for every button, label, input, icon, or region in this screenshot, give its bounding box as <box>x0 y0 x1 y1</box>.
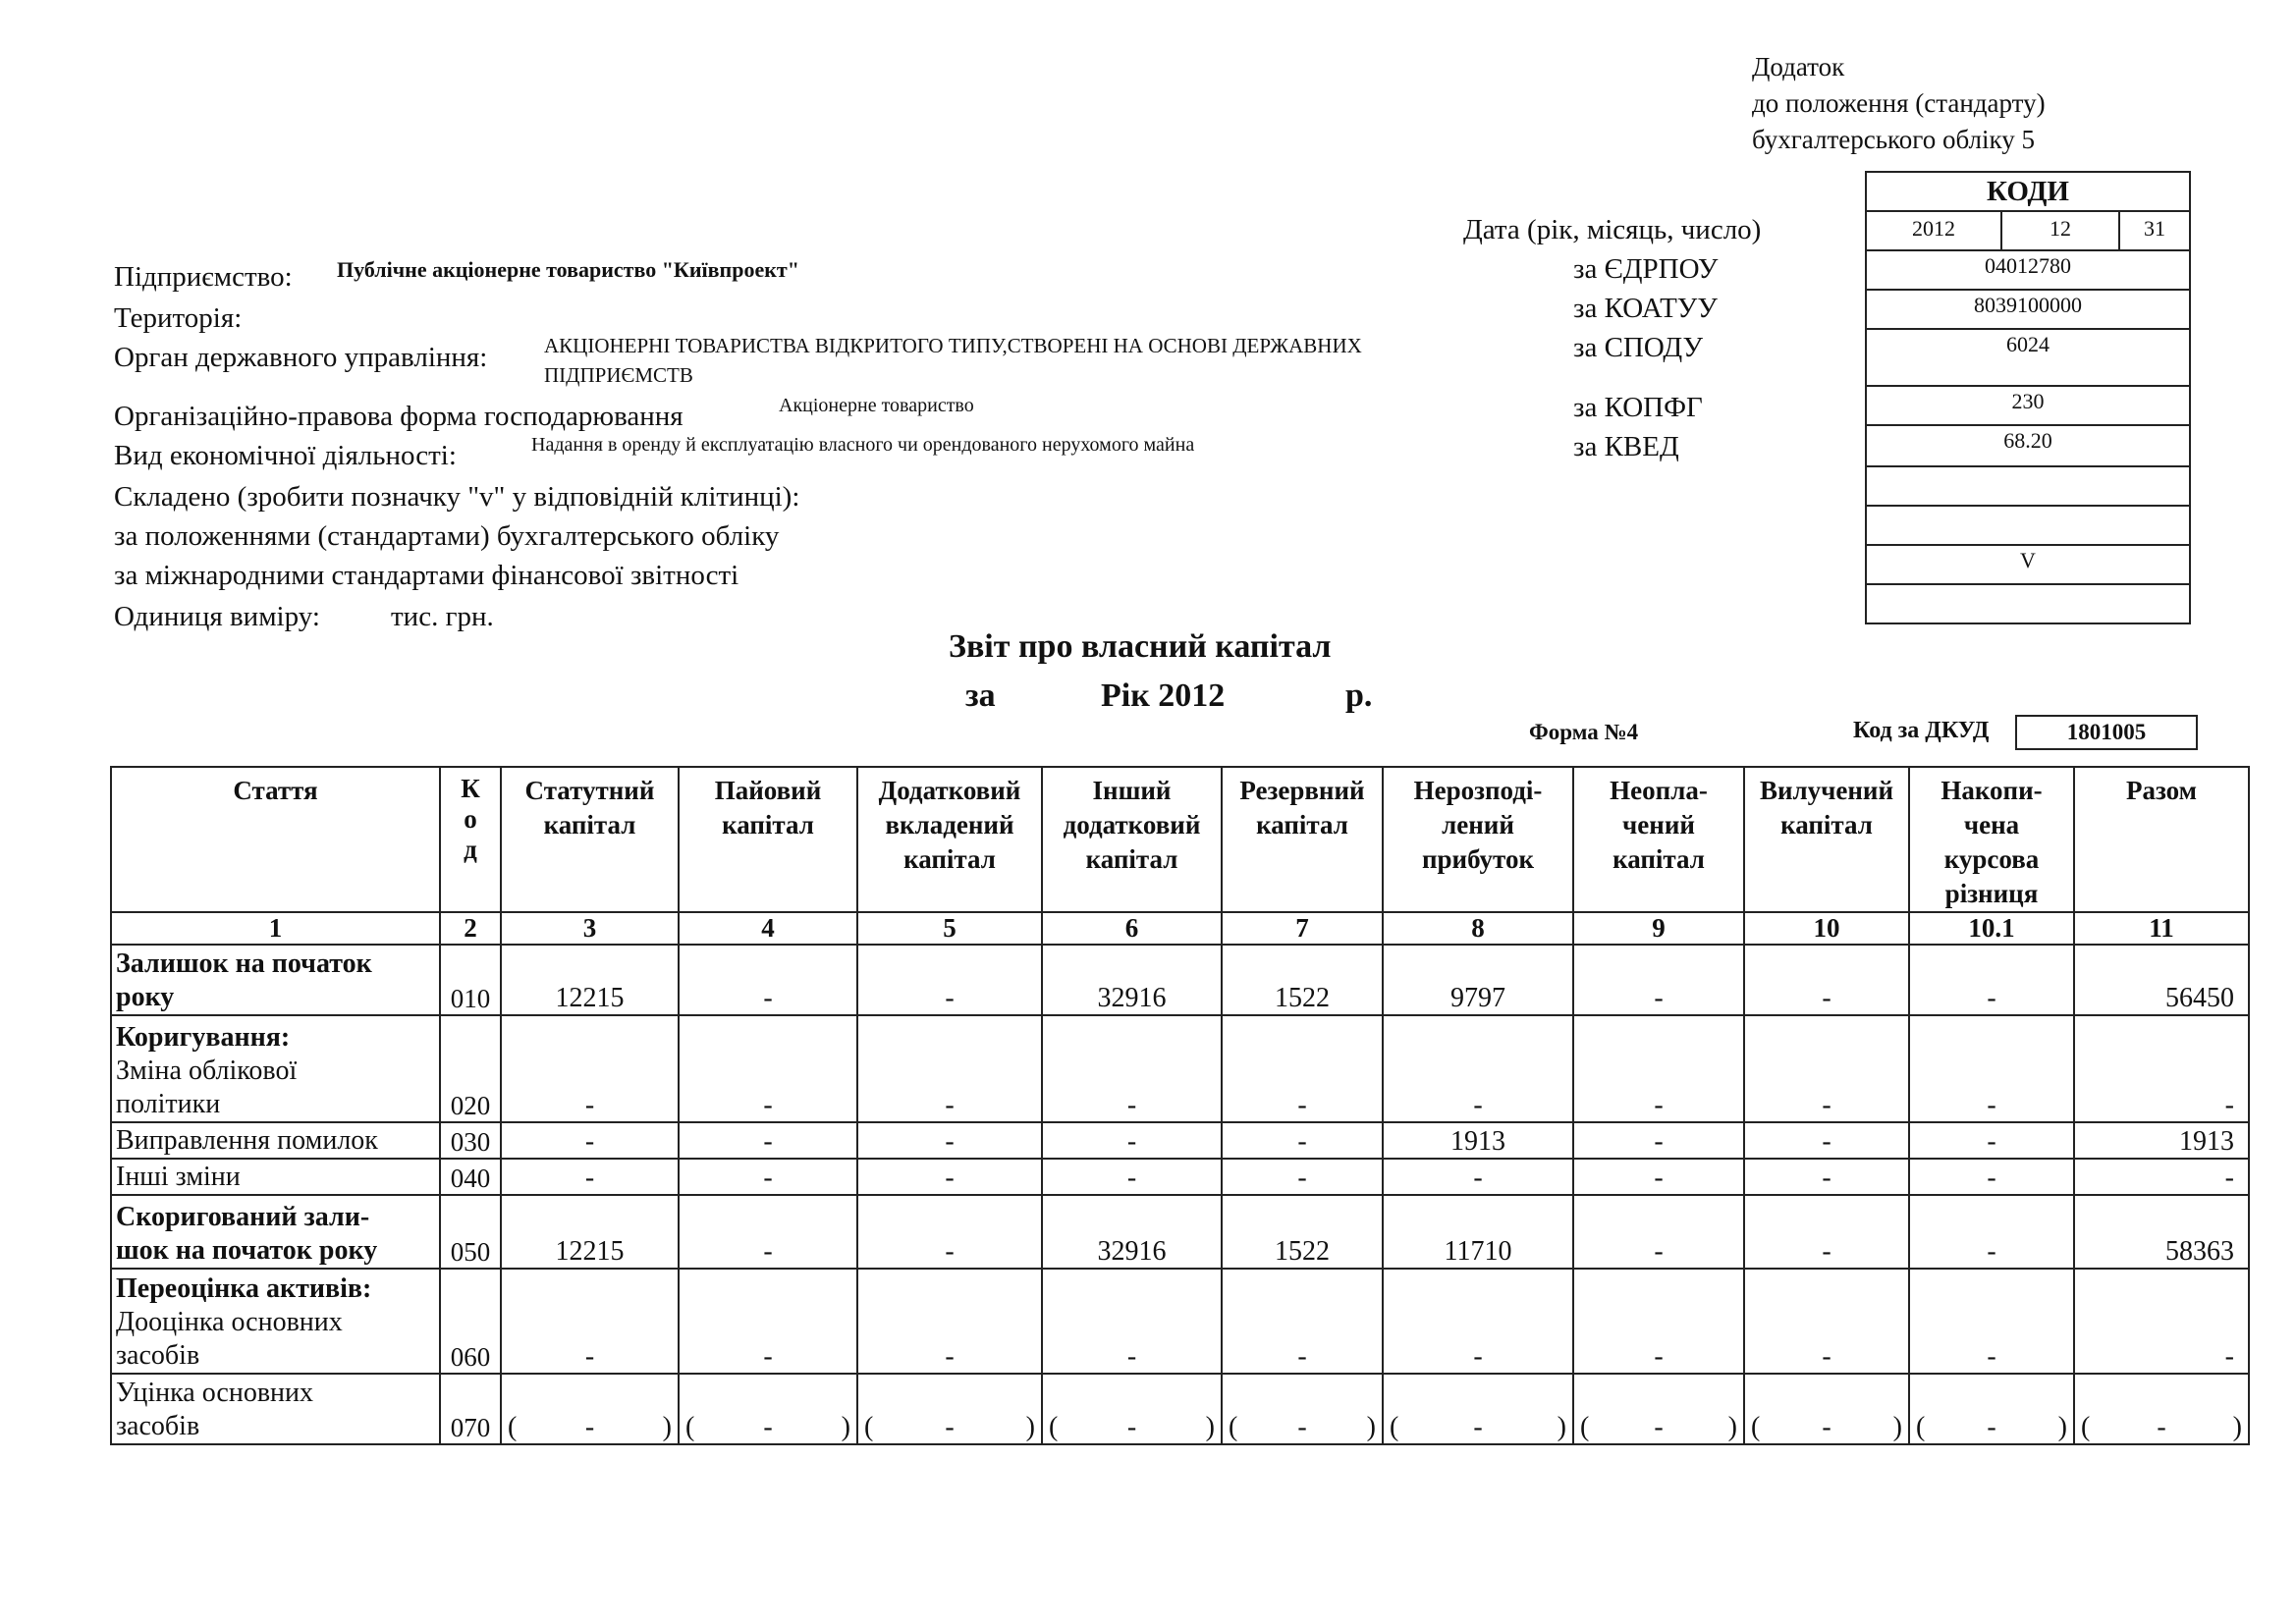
cell-value: - <box>1042 1122 1222 1159</box>
cell-value: 1522 <box>1222 1195 1383 1269</box>
cell-value: - <box>679 1269 857 1374</box>
cell-value: - <box>2074 1015 2249 1122</box>
label-date: Дата (рік, місяць, число) <box>1463 214 1762 245</box>
cell-value: - <box>501 1159 679 1195</box>
cell-value: - <box>501 1122 679 1159</box>
header-exchange-difference: Накопи- чена курсова різниця <box>1909 767 2074 912</box>
cell-value: 12215 <box>501 945 679 1015</box>
header-retained-earnings: Нерозподі- лений прибуток <box>1383 767 1573 912</box>
cell-value: - <box>1383 1015 1573 1122</box>
header-unpaid-capital: Неопла- чений капітал <box>1573 767 1744 912</box>
cell-value: ( - ) <box>1909 1374 2074 1444</box>
code-empty-1 <box>1867 467 2189 507</box>
compiled-option-standards: за положеннями (стандартами) бухгалтерського обліку <box>114 520 780 552</box>
cell-value: - <box>1222 1015 1383 1122</box>
col-number: 2 <box>440 912 501 945</box>
annex-line-2: до положення (стандарту) <box>1752 88 2046 118</box>
cell-value: ( - ) <box>1744 1374 1909 1444</box>
row-article: Скоригований зали- шок на початок року <box>111 1195 440 1269</box>
label-kopfg: за КОПФГ <box>1573 392 1703 423</box>
row-code: 070 <box>440 1374 501 1444</box>
annex-note <box>1752 49 2046 158</box>
cell-value: - <box>857 1195 1042 1269</box>
cell-value: - <box>857 1122 1042 1159</box>
cell-value: - <box>1744 945 1909 1015</box>
cell-value: - <box>1573 1269 1744 1374</box>
cell-value: - <box>1383 1269 1573 1374</box>
activity-label: Вид економічної діяльності: <box>114 440 457 471</box>
legal-form-value: Акціонерне товариство <box>779 395 974 416</box>
row-article: Виправлення помилок <box>111 1122 440 1159</box>
cell-value: - <box>1744 1269 1909 1374</box>
cell-value: - <box>1909 1195 2074 1269</box>
dkud-value: 1801005 <box>2015 715 2198 750</box>
col-number: 3 <box>501 912 679 945</box>
code-date-day: 31 <box>2118 212 2189 249</box>
cell-value: 12215 <box>501 1195 679 1269</box>
col-number: 6 <box>1042 912 1222 945</box>
cell-value: - <box>1383 1159 1573 1195</box>
code-empty-3 <box>1867 585 2189 623</box>
cell-value: ( - ) <box>2074 1374 2249 1444</box>
row-article: Залишок на початок року <box>111 945 440 1015</box>
cell-value: - <box>1909 945 2074 1015</box>
cell-value: - <box>2074 1269 2249 1374</box>
code-date-month: 12 <box>2000 212 2118 249</box>
authority-value-line-1: АКЦІОНЕРНІ ТОВАРИСТВА ВІДКРИТОГО ТИПУ,СТВОРЕНІ НА ОСНОВІ ДЕРЖАВНИХ <box>544 334 1362 357</box>
code-spodu: 6024 <box>1867 330 2189 387</box>
code-koatuu: 8039100000 <box>1867 291 2189 330</box>
table-row <box>111 945 2249 1015</box>
col-number: 9 <box>1573 912 1744 945</box>
col-number: 11 <box>2074 912 2249 945</box>
col-number: 8 <box>1383 912 1573 945</box>
header-row <box>111 767 2249 912</box>
label-koatuu: за КОАТУУ <box>1573 293 1718 324</box>
cell-value: 56450 <box>2074 945 2249 1015</box>
cell-value: - <box>1573 1015 1744 1122</box>
authority-value-line-2: ПІДПРИЄМСТВ <box>544 363 693 387</box>
row-code: 030 <box>440 1122 501 1159</box>
cell-value: - <box>857 945 1042 1015</box>
title-period: Рік 2012 <box>1101 677 1226 714</box>
table-row <box>111 1159 2249 1195</box>
cell-value: - <box>501 1015 679 1122</box>
cell-value: - <box>857 1269 1042 1374</box>
row-article: Переоцінка активів: Дооцінка основних засобів <box>111 1269 440 1374</box>
header-withdrawn-capital: Вилучений капітал <box>1744 767 1909 912</box>
cell-value: - <box>857 1159 1042 1195</box>
table-row <box>111 1374 2249 1444</box>
unit-label: Одиниця виміру: <box>114 601 320 632</box>
cell-value: 11710 <box>1383 1195 1573 1269</box>
enterprise-value: Публічне акціонерне товариство "Київпроект" <box>337 257 799 282</box>
codes-box <box>1865 171 2191 624</box>
codes-header: КОДИ <box>1867 173 2189 212</box>
cell-value: - <box>1744 1122 1909 1159</box>
col-number: 10.1 <box>1909 912 2074 945</box>
territory-label: Територія: <box>114 302 243 334</box>
cell-value: - <box>1573 1159 1744 1195</box>
cell-value: - <box>1042 1159 1222 1195</box>
annex-line-1: Додаток <box>1752 52 1845 81</box>
code-kopfg: 230 <box>1867 387 2189 426</box>
header-other-additional-capital: Інший додатковий капітал <box>1042 767 1222 912</box>
activity-value: Надання в оренду й експлуатацію власного чи орендованого нерухомого майна <box>531 434 1195 456</box>
cell-value: ( - ) <box>857 1374 1042 1444</box>
label-edrpou: за ЄДРПОУ <box>1573 253 1719 285</box>
form-number: Форма №4 <box>1529 720 1639 744</box>
cell-value: ( - ) <box>1383 1374 1573 1444</box>
row-code: 010 <box>440 945 501 1015</box>
code-date-year: 2012 <box>1912 216 1955 241</box>
cell-value: - <box>1573 945 1744 1015</box>
row-code: 020 <box>440 1015 501 1122</box>
header-reserve-capital: Резервний капітал <box>1222 767 1383 912</box>
col-number: 1 <box>111 912 440 945</box>
header-additional-invested-capital: Додатковий вкладений капітал <box>857 767 1042 912</box>
annex-line-3: бухгалтерського обліку 5 <box>1752 125 2035 154</box>
code-kved: 68.20 <box>1867 426 2189 467</box>
column-numbers-row <box>111 912 2249 945</box>
cell-value: - <box>1909 1015 2074 1122</box>
col-number: 7 <box>1222 912 1383 945</box>
header-statutory-capital: Статутний капітал <box>501 767 679 912</box>
row-article: Уцінка основних засобів <box>111 1374 440 1444</box>
col-number: 10 <box>1744 912 1909 945</box>
row-article: Інші зміни <box>111 1159 440 1195</box>
cell-value: - <box>1744 1015 1909 1122</box>
cell-value: - <box>857 1015 1042 1122</box>
cell-value: ( - ) <box>1573 1374 1744 1444</box>
cell-value: - <box>1573 1122 1744 1159</box>
report-title: Звіт про власний капітал <box>949 628 1332 665</box>
cell-value: - <box>1042 1015 1222 1122</box>
code-mark-ifrs: V <box>1867 546 2189 585</box>
cell-value: ( - ) <box>1042 1374 1222 1444</box>
label-spodu: за СПОДУ <box>1573 332 1704 363</box>
row-code: 050 <box>440 1195 501 1269</box>
cell-value: 1913 <box>2074 1122 2249 1159</box>
legal-form-label: Організаційно-правова форма господарювання <box>114 401 683 432</box>
compiled-label: Складено (зробити позначку "v" у відповідній клітинці): <box>114 481 800 513</box>
cell-value: - <box>1573 1195 1744 1269</box>
cell-value: 32916 <box>1042 945 1222 1015</box>
title-za: за <box>965 677 996 714</box>
cell-value: 58363 <box>2074 1195 2249 1269</box>
cell-value: 32916 <box>1042 1195 1222 1269</box>
codes-date-row <box>1867 212 2189 251</box>
cell-value: - <box>679 1159 857 1195</box>
header-share-capital: Пайовий капітал <box>679 767 857 912</box>
cell-value: - <box>679 1195 857 1269</box>
cell-value: - <box>1222 1122 1383 1159</box>
col-number: 5 <box>857 912 1042 945</box>
cell-value: - <box>501 1269 679 1374</box>
dkud-label: Код за ДКУД <box>1853 718 1990 743</box>
authority-label: Орган державного управління: <box>114 342 488 373</box>
table-row <box>111 1015 2249 1122</box>
cell-value: - <box>1909 1269 2074 1374</box>
cell-value: - <box>1042 1269 1222 1374</box>
cell-value: 1913 <box>1383 1122 1573 1159</box>
cell-value: 1522 <box>1222 945 1383 1015</box>
cell-value: - <box>1909 1122 2074 1159</box>
cell-value: 9797 <box>1383 945 1573 1015</box>
enterprise-label: Підприємство: <box>114 261 293 293</box>
equity-report-table <box>110 766 2250 1445</box>
row-code: 060 <box>440 1269 501 1374</box>
cell-value: ( - ) <box>679 1374 857 1444</box>
cell-value: - <box>679 945 857 1015</box>
header-total: Разом <box>2074 767 2249 912</box>
code-empty-2 <box>1867 507 2189 546</box>
row-article: Коригування: Зміна облікової політики <box>111 1015 440 1122</box>
cell-value: - <box>2074 1159 2249 1195</box>
cell-value: - <box>1222 1269 1383 1374</box>
cell-value: - <box>679 1122 857 1159</box>
code-edrpou: 04012780 <box>1867 251 2189 291</box>
label-kved: за КВЕД <box>1573 431 1679 462</box>
cell-value: - <box>679 1015 857 1122</box>
header-article: Стаття <box>111 767 440 912</box>
table-row <box>111 1269 2249 1374</box>
title-r: р. <box>1345 677 1373 714</box>
table-row <box>111 1122 2249 1159</box>
cell-value: - <box>1744 1159 1909 1195</box>
table-row <box>111 1195 2249 1269</box>
col-number: 4 <box>679 912 857 945</box>
unit-value: тис. грн. <box>391 601 494 632</box>
header-code: К о д <box>440 767 501 912</box>
cell-value: ( - ) <box>1222 1374 1383 1444</box>
cell-value: - <box>1744 1195 1909 1269</box>
compiled-option-ifrs: за міжнародними стандартами фінансової звітності <box>114 560 739 591</box>
row-code: 040 <box>440 1159 501 1195</box>
cell-value: ( - ) <box>501 1374 679 1444</box>
cell-value: - <box>1222 1159 1383 1195</box>
cell-value: - <box>1909 1159 2074 1195</box>
